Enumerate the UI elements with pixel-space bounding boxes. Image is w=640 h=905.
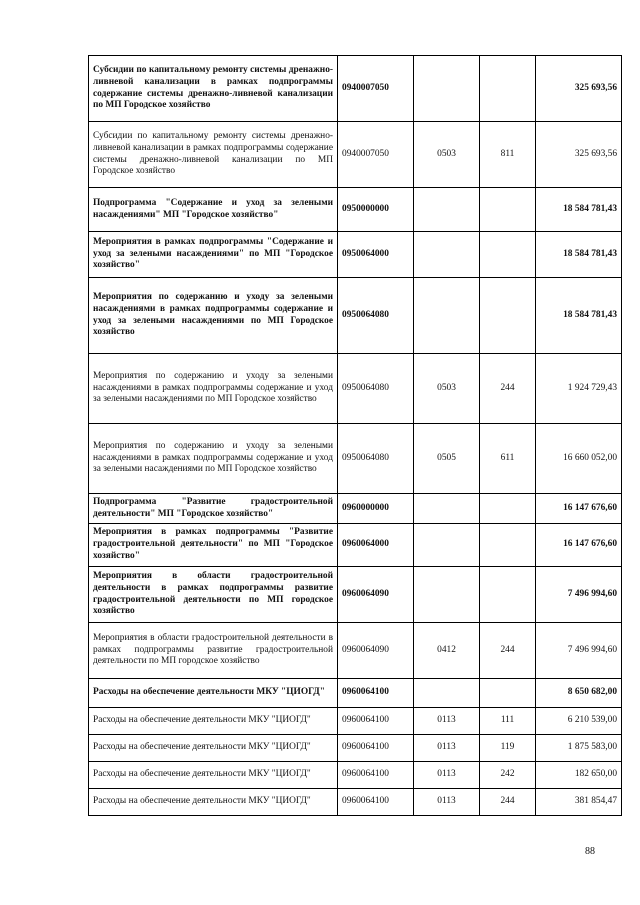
table-row (89, 278, 622, 354)
budget-table-body (89, 56, 622, 816)
row-type: 244 (480, 789, 536, 816)
row-amount: 18 584 781,43 (536, 188, 622, 232)
table-row (89, 232, 622, 278)
row-name: Расходы на обеспечение деятельности МКУ "ЦИОГД" (89, 735, 338, 762)
row-code: 0960064100 (338, 735, 414, 762)
row-code: 0950064080 (338, 424, 414, 494)
row-section (414, 232, 480, 278)
row-code: 0950064080 (338, 354, 414, 424)
row-type: 244 (480, 354, 536, 424)
table-row (89, 679, 622, 708)
row-section: 0503 (414, 354, 480, 424)
row-name: Расходы на обеспечение деятельности МКУ "ЦИОГД" (89, 679, 338, 708)
table-row (89, 789, 622, 816)
row-code: 0960064090 (338, 623, 414, 679)
row-type (480, 494, 536, 524)
table-row (89, 735, 622, 762)
row-name: Подпрограмма "Содержание и уход за зелеными насаждениями" МП "Городское хозяйство" (89, 188, 338, 232)
page-number: 88 (585, 846, 595, 857)
row-section (414, 567, 480, 623)
table-row (89, 188, 622, 232)
row-name: Расходы на обеспечение деятельности МКУ "ЦИОГД" (89, 762, 338, 789)
table-row (89, 122, 622, 188)
row-section (414, 278, 480, 354)
table-row (89, 354, 622, 424)
row-name: Мероприятия по содержанию и уходу за зелеными насаждениями в рамках подпрограммы содержание и уход за зелеными насаждениями по МП Городское хозяйство (89, 424, 338, 494)
row-name: Мероприятия по содержанию и уходу за зелеными насаждениями в рамках подпрограммы содержание и уход за зелеными насаждениями по МП Городское хозяйство (89, 354, 338, 424)
row-section: 0412 (414, 623, 480, 679)
budget-table (88, 55, 622, 816)
row-section: 0113 (414, 789, 480, 816)
row-type (480, 567, 536, 623)
row-name: Мероприятия в области градостроительной деятельности в рамках подпрограммы развитие градостроительной деятельности по МП городское хозяйство (89, 567, 338, 623)
row-type: 119 (480, 735, 536, 762)
row-name: Подпрограмма "Развитие градостроительной деятельности" МП "Городское хозяйство" (89, 494, 338, 524)
table-row (89, 567, 622, 623)
table-row (89, 56, 622, 122)
row-type: 611 (480, 424, 536, 494)
row-amount: 16 660 052,00 (536, 424, 622, 494)
row-amount: 7 496 994,60 (536, 623, 622, 679)
table-row (89, 424, 622, 494)
row-type: 244 (480, 623, 536, 679)
row-code: 0960000000 (338, 494, 414, 524)
row-name: Расходы на обеспечение деятельности МКУ "ЦИОГД" (89, 708, 338, 735)
row-type (480, 278, 536, 354)
row-name: Мероприятия в рамках подпрограммы "Развитие градостроительной деятельности" по МП "Городское хозяйство" (89, 524, 338, 567)
row-amount: 7 496 994,60 (536, 567, 622, 623)
row-type (480, 232, 536, 278)
row-code: 0940007050 (338, 122, 414, 188)
row-type: 242 (480, 762, 536, 789)
row-section (414, 494, 480, 524)
table-row (89, 524, 622, 567)
row-section: 0113 (414, 762, 480, 789)
row-amount: 6 210 539,00 (536, 708, 622, 735)
row-amount: 325 693,56 (536, 122, 622, 188)
row-type (480, 679, 536, 708)
row-code: 0950064000 (338, 232, 414, 278)
row-section: 0505 (414, 424, 480, 494)
row-name: Мероприятия в рамках подпрограммы "Содержание и уход за зелеными насаждениями" по МП "Городское хозяйство" (89, 232, 338, 278)
row-name: Субсидии по капитальному ремонту системы дренажно-ливневой канализации в рамках подпрограммы содержание системы дренажно-ливневой канализации по МП Городское хозяйство (89, 56, 338, 122)
row-amount: 8 650 682,00 (536, 679, 622, 708)
row-name: Субсидии по капитальному ремонту системы дренажно-ливневой канализации в рамках подпрограммы содержание системы дренажно-ливневой канализации по МП Городское хозяйство (89, 122, 338, 188)
row-section (414, 679, 480, 708)
row-amount: 1 924 729,43 (536, 354, 622, 424)
row-amount: 1 875 583,00 (536, 735, 622, 762)
row-amount: 18 584 781,43 (536, 278, 622, 354)
row-section: 0113 (414, 735, 480, 762)
row-amount: 16 147 676,60 (536, 524, 622, 567)
row-section: 0503 (414, 122, 480, 188)
table-row (89, 762, 622, 789)
row-type (480, 524, 536, 567)
row-code: 0960064000 (338, 524, 414, 567)
row-code: 0960064100 (338, 789, 414, 816)
row-code: 0950064080 (338, 278, 414, 354)
row-type (480, 188, 536, 232)
row-section (414, 524, 480, 567)
row-code: 0960064100 (338, 762, 414, 789)
row-section (414, 56, 480, 122)
table-row (89, 708, 622, 735)
row-amount: 381 854,47 (536, 789, 622, 816)
row-name: Расходы на обеспечение деятельности МКУ "ЦИОГД" (89, 789, 338, 816)
table-row (89, 623, 622, 679)
row-name: Мероприятия в области градостроительной деятельности в рамках подпрограммы развитие градостроительной деятельности по МП городское хозяйство (89, 623, 338, 679)
row-code: 0960064090 (338, 567, 414, 623)
row-name: Мероприятия по содержанию и уходу за зелеными насаждениями в рамках подпрограммы содержание и уход за зелеными насаждениями по МП Городское хозяйство (89, 278, 338, 354)
row-code: 0950000000 (338, 188, 414, 232)
row-type: 811 (480, 122, 536, 188)
row-amount: 325 693,56 (536, 56, 622, 122)
table-row (89, 494, 622, 524)
row-type (480, 56, 536, 122)
row-code: 0940007050 (338, 56, 414, 122)
row-section: 0113 (414, 708, 480, 735)
row-section (414, 188, 480, 232)
row-type: 111 (480, 708, 536, 735)
row-code: 0960064100 (338, 679, 414, 708)
row-amount: 16 147 676,60 (536, 494, 622, 524)
row-code: 0960064100 (338, 708, 414, 735)
row-amount: 182 650,00 (536, 762, 622, 789)
row-amount: 18 584 781,43 (536, 232, 622, 278)
